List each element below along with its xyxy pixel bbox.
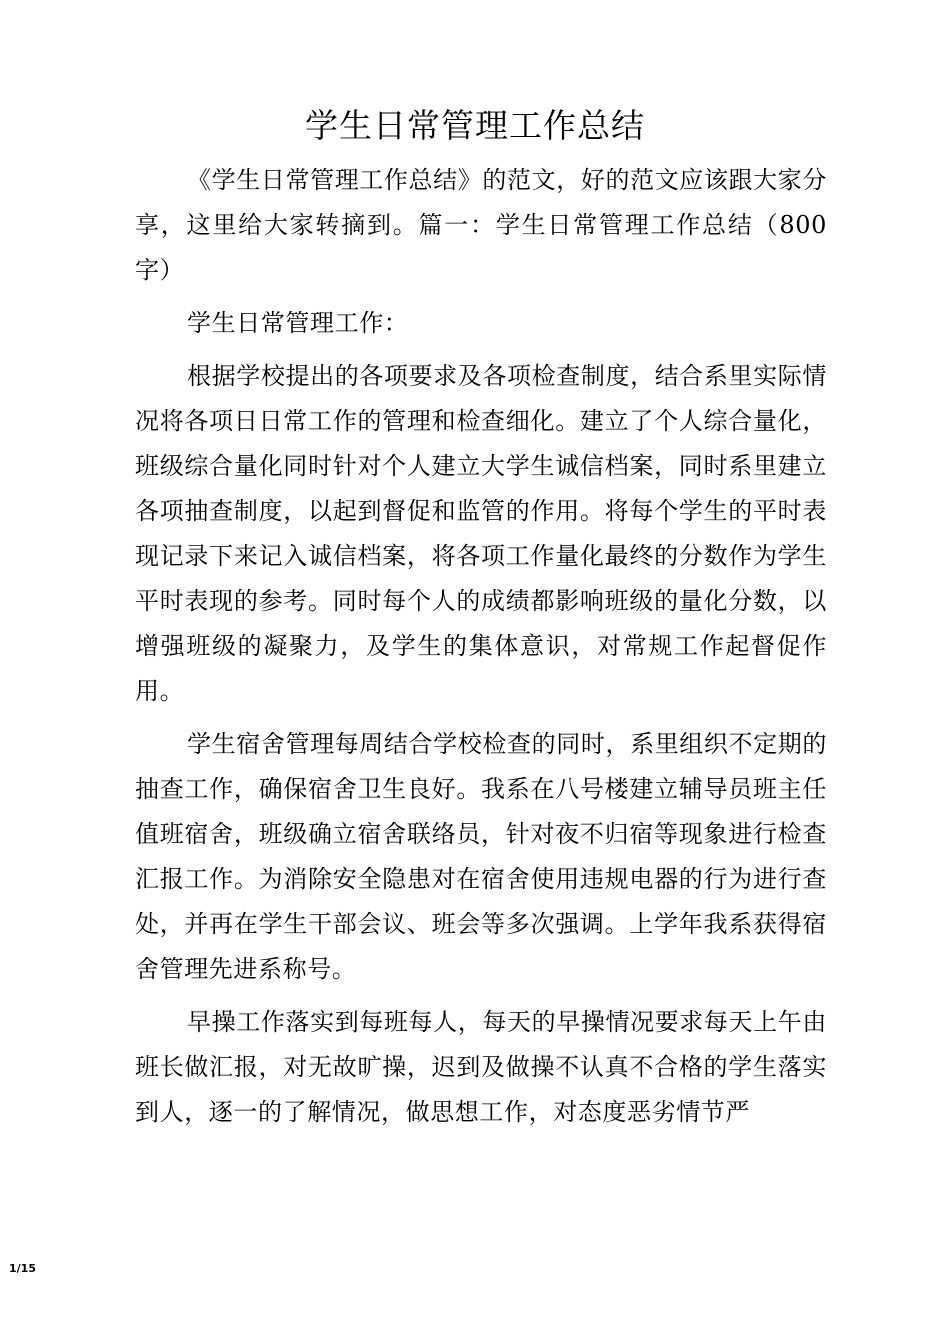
paragraph-section-heading: 学生日常管理工作： — [187, 309, 409, 337]
page-number: 1/15 — [9, 1262, 36, 1275]
paragraph-intro: 《学生日常管理工作总结》的范文，好的范文应该跟大家分享，这里给大家转摘到。篇一：学生日常管理工作总结（800字） — [135, 166, 827, 284]
paragraph-quantification: 根据学校提出的各项要求及各项检查制度，结合系里实际情况将各项日日常工作的管理和检查细化。建立了个人综合量化，班级综合量化同时针对个人建立大学生诚信档案，同时系里建立各项抽查制度，以起到督促和监管的作用。将每个学生的平时表现记录下来记入诚信档案，将各项工作量化最终的分数作为学生平时表现的参考。同时每个人的成绩都影响班级的量化分数，以增强班级的凝聚力，及学生的集体意识，对常规工作起督促作用。 — [135, 362, 827, 705]
paragraph-morning-exercise: 早操工作落实到每班每人，每天的早操情况要求每天上午由班长做汇报，对无故旷操，迟到及做操不认真不合格的学生落实到人，逐一的了解情况，做思想工作，对态度恶劣情节严 — [135, 1008, 827, 1126]
document-body — [135, 158, 827, 1135]
document-title: 学生日常管理工作总结 — [305, 106, 645, 145]
paragraph-dormitory: 学生宿舍管理每周结合学校检查的同时，系里组织不定期的抽查工作，确保宿舍卫生良好。我系在八号楼建立辅导员班主任值班宿舍，班级确立宿舍联络员，针对夜不归宿等现象进行检查汇报工作。为消除安全隐患对在宿舍使用违规电器的行为进行查处，并再在学生干部会议、班会等多次强调。上学年我系获得宿舍管理先进系称号。 — [135, 730, 827, 983]
